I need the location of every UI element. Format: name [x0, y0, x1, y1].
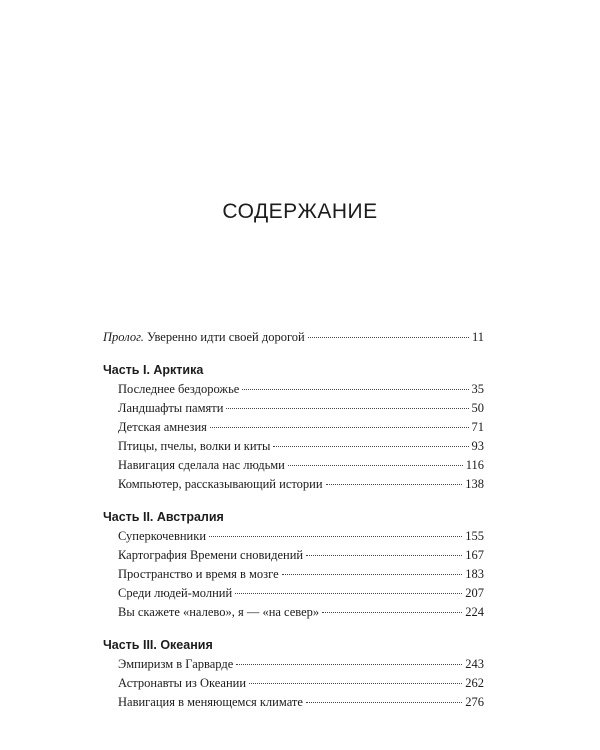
- toc-entry[interactable]: [103, 380, 484, 399]
- part-heading: Часть II. Австралия: [103, 510, 224, 524]
- page-number: 93: [471, 439, 484, 453]
- dot-leader: [235, 592, 462, 594]
- dot-leader: [306, 554, 462, 556]
- page-number: 183: [465, 567, 484, 581]
- dot-leader: [326, 483, 463, 485]
- dot-leader: [308, 336, 469, 338]
- page-number: 116: [465, 458, 484, 472]
- page-number: 224: [465, 605, 484, 619]
- page-number: 276: [465, 695, 484, 709]
- page-title: СОДЕРЖАНИЕ: [222, 200, 378, 223]
- dot-leader: [306, 701, 462, 703]
- toc-entry[interactable]: [103, 418, 484, 437]
- chapter-title: Навигация в меняющемся климате: [118, 695, 303, 709]
- part-3: [103, 636, 484, 712]
- toc-entry[interactable]: [103, 565, 484, 584]
- page-number: 11: [471, 330, 484, 344]
- chapter-title: Птицы, пчелы, волки и киты: [118, 439, 271, 453]
- toc-entry-prologue[interactable]: [103, 328, 484, 347]
- toc-entry[interactable]: [103, 693, 484, 712]
- chapter-title: Среди людей-молний: [118, 586, 233, 600]
- page-number: 167: [465, 548, 484, 562]
- toc-entry[interactable]: [103, 674, 484, 693]
- toc-entry[interactable]: [103, 546, 484, 565]
- dot-leader: [282, 573, 463, 575]
- chapter-title: Картография Времени сновидений: [118, 548, 304, 562]
- dot-leader: [249, 682, 462, 684]
- part-1: [103, 361, 484, 494]
- toc-entry[interactable]: [103, 584, 484, 603]
- part-heading: Часть III. Океания: [103, 638, 213, 652]
- page-number: 155: [465, 529, 484, 543]
- dot-leader: [210, 426, 469, 428]
- toc-entry[interactable]: [103, 527, 484, 546]
- part-heading: Часть I. Арктика: [103, 363, 204, 377]
- chapter-title: Навигация сделала нас людьми: [118, 458, 285, 472]
- page-number: 207: [465, 586, 484, 600]
- page-number: 71: [471, 420, 484, 434]
- dot-leader: [242, 388, 468, 390]
- chapter-title: Астронавты из Океании: [118, 676, 247, 690]
- toc-entry[interactable]: [103, 603, 484, 622]
- part-2: [103, 508, 484, 622]
- toc-entry[interactable]: [103, 456, 484, 475]
- page-number: 138: [465, 477, 484, 491]
- chapter-title: Пространство и время в мозге: [118, 567, 279, 581]
- dot-leader: [236, 663, 462, 665]
- toc-entry[interactable]: [103, 475, 484, 494]
- dot-leader: [322, 611, 462, 613]
- table-of-contents: [103, 328, 484, 712]
- prologue-label: Пролог.: [103, 330, 144, 344]
- chapter-title: Компьютер, рассказывающий истории: [118, 477, 323, 491]
- page-number: 262: [465, 676, 484, 690]
- prologue-title: Уверенно идти своей дорогой: [147, 330, 305, 344]
- chapter-title: Ландшафты памяти: [118, 401, 224, 415]
- page-number: 35: [471, 382, 484, 396]
- toc-entry[interactable]: [103, 437, 484, 456]
- chapter-title: Детская амнезия: [118, 420, 207, 434]
- dot-leader: [209, 535, 462, 537]
- chapter-title: Последнее бездорожье: [118, 382, 240, 396]
- page-number: 243: [465, 657, 484, 671]
- toc-entry[interactable]: [103, 655, 484, 674]
- chapter-title: Суперкочевники: [118, 529, 207, 543]
- toc-entry[interactable]: [103, 399, 484, 418]
- chapter-title: Эмпиризм в Гарварде: [118, 657, 234, 671]
- dot-leader: [226, 407, 468, 409]
- page-number: 50: [471, 401, 484, 415]
- dot-leader: [288, 464, 463, 466]
- dot-leader: [273, 445, 468, 447]
- chapter-title: Вы скажете «налево», я — «на север»: [118, 605, 320, 619]
